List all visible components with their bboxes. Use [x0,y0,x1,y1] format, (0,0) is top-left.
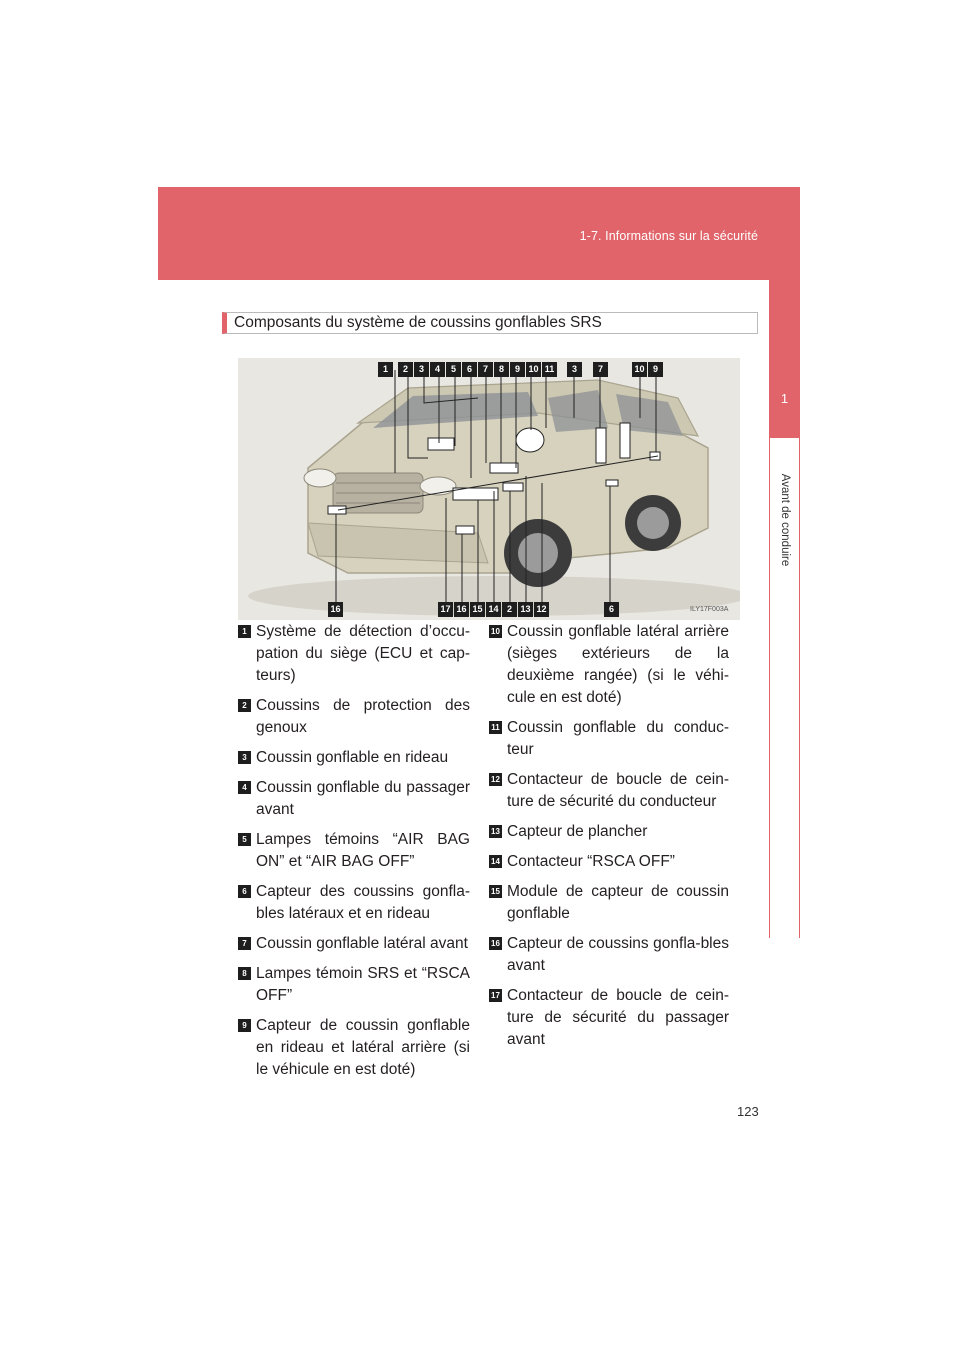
list-item [489,821,729,843]
item-number-badge: 13 [489,825,502,838]
list-item [238,933,470,955]
list-item [489,851,729,873]
callout-badge: 2 [502,602,517,617]
figure-bottom-label-right [604,602,619,617]
list-item [238,963,470,1007]
section-breadcrumb: 1-7. Informations sur la sécurité [579,229,758,243]
figure-bottom-label-left [328,602,343,617]
item-number-badge: 5 [238,833,251,846]
component-list-left [238,621,470,1089]
component-list-right [489,621,729,1059]
page-number: 123 [737,1104,759,1119]
figure-top-labels-10-9 [632,362,663,377]
item-text: Coussin gonflable latéral arrière (sièges extérieurs de la deuxième rangée) (si le véhi-cule en est doté) [507,623,729,706]
callout-badge: 16 [454,602,469,617]
figure-code: ILY17F003A [690,606,729,613]
list-item [238,881,470,925]
list-item [238,777,470,821]
callout-badge: 12 [534,602,549,617]
callout-badge: 4 [430,362,445,377]
item-text: Module de capteur de coussin gonflable [507,883,729,922]
item-number-badge: 14 [489,855,502,868]
callout-badge: 9 [510,362,525,377]
callout-badge: 3 [567,362,582,377]
callout-badge: 8 [494,362,509,377]
callout-badge: 6 [604,602,619,617]
item-number-badge: 6 [238,885,251,898]
list-item [489,621,729,709]
callout-badge: 2 [398,362,413,377]
item-text: Capteur de coussin gonflable en rideau et latéral arrière (si le véhicule en est doté) [256,1017,470,1078]
item-number-badge: 9 [238,1019,251,1032]
item-number-badge: 1 [238,625,251,638]
item-text: Contacteur “RSCA OFF” [507,853,675,870]
item-number-badge: 12 [489,773,502,786]
item-text: Capteur des coussins gonfla-bles latéraux et en rideau [256,883,470,922]
callout-badge: 13 [518,602,533,617]
item-number-badge: 2 [238,699,251,712]
list-item [238,621,470,687]
item-number-badge: 4 [238,781,251,794]
chapter-label: Avant de conduire [779,473,791,567]
callout-badge: 6 [462,362,477,377]
item-number-badge: 3 [238,751,251,764]
callout-badge: 10 [632,362,647,377]
chapter-number: 1 [780,391,789,406]
list-item [489,717,729,761]
callout-badge: 11 [542,362,557,377]
item-text: Contacteur de boucle de cein-ture de sécurité du passager avant [507,987,729,1048]
callout-badge: 17 [438,602,453,617]
list-item [238,829,470,873]
list-item [238,747,470,769]
callout-badge: 16 [328,602,343,617]
figure-bottom-labels [438,602,549,617]
callout-badge: 7 [593,362,608,377]
list-item [489,769,729,813]
item-number-badge: 7 [238,937,251,950]
callout-badge: 9 [648,362,663,377]
callout-badge: 10 [526,362,541,377]
item-number-badge: 8 [238,967,251,980]
item-text: Capteur de coussins gonfla-bles avant [507,935,729,974]
item-text: Coussin gonflable du conduc-teur [507,719,729,758]
callout-badge: 14 [486,602,501,617]
callout-badge: 1 [378,362,393,377]
chapter-header [158,187,800,280]
vehicle-illustration [238,358,740,620]
callout-badge: 15 [470,602,485,617]
callout-badge: 3 [414,362,429,377]
vehicle-airbag-diagram [238,358,740,620]
item-text: Coussin gonflable en rideau [256,749,449,766]
item-text: Lampes témoin SRS et “RSCA OFF” [256,965,470,1004]
item-text: Coussins de protection des genoux [256,697,470,736]
item-number-badge: 17 [489,989,502,1002]
chapter-tab [769,280,800,438]
item-number-badge: 16 [489,937,502,950]
callout-badge: 5 [446,362,461,377]
figure-top-labels [378,362,557,377]
item-text: Contacteur de boucle de cein-ture de sécurité du conducteur [507,771,729,810]
list-item [238,695,470,739]
item-text: Lampes témoins “AIR BAG ON” et “AIR BAG OFF” [256,831,470,870]
list-item [489,881,729,925]
figure-top-label-7 [593,362,608,377]
section-title: Composants du système de coussins gonflables SRS [222,312,758,334]
figure-top-labels-right [567,362,582,377]
list-item [489,985,729,1051]
callout-badge: 7 [478,362,493,377]
item-text: Système de détection d’occu-pation du siège (ECU et cap-teurs) [256,623,470,684]
item-text: Coussin gonflable latéral avant [256,935,468,952]
item-number-badge: 15 [489,885,502,898]
item-text: Capteur de plancher [507,823,648,840]
item-text: Coussin gonflable du passager avant [256,779,470,818]
list-item [489,933,729,977]
item-number-badge: 10 [489,625,502,638]
item-number-badge: 11 [489,721,502,734]
list-item [238,1015,470,1081]
